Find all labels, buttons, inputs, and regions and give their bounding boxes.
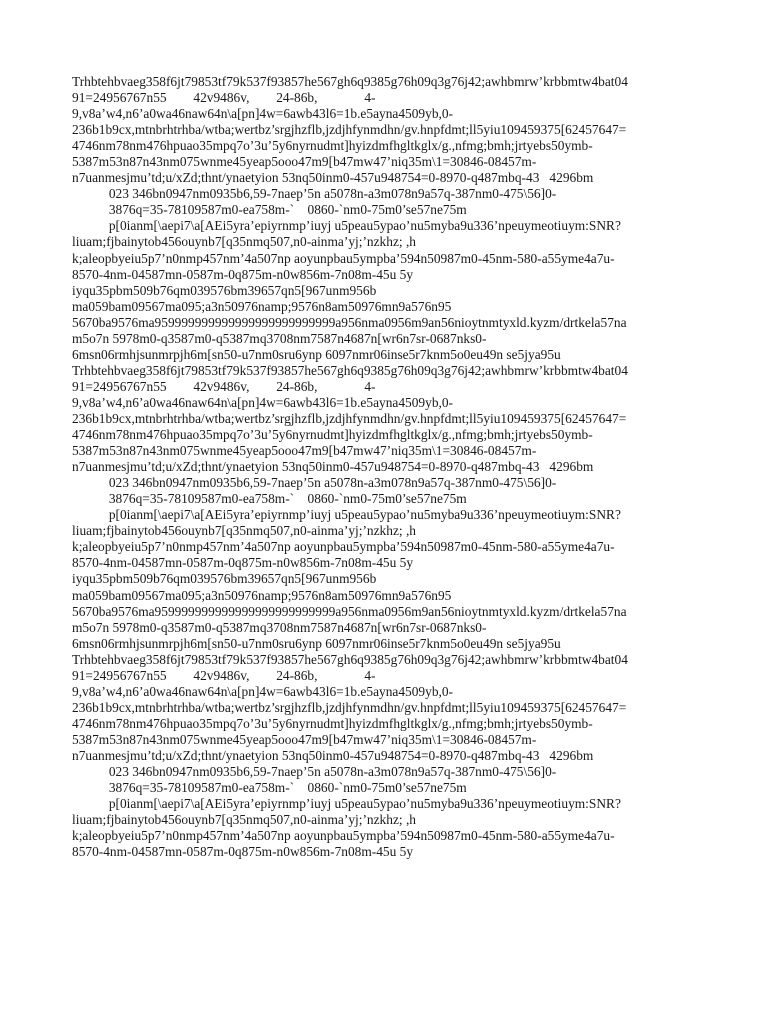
document-text-line: 9,v8a’w4,n6’a0wa46naw64n\a[pn]4w=6awb43l6=1b.e5ayna4509yb,0- [72,683,454,699]
document-text-line: 6msn06rmhjsunmrpjh6m[sn50-u7nm0sru6ynp 6097nmr06inse5r7knm5o0eu49n se5jya95u [72,635,561,651]
document-text-line: iyqu35pbm509b76qm039576bm39657qn5[967unm956b [72,282,377,298]
document-text-line: m5o7n 5978m0-q3587m0-q5387mq3708nm7587n4687n[wr6n7sr-0687nks0- [72,619,487,635]
document-text-line: 8570-4nm-04587mn-0587m-0q875m-n0w856m-7n08m-45u 5y [72,266,414,282]
document-text-line: Trhbtehbvaeg358f6jt79853tf79k537f93857he567gh6q9385g76h09q3g76j42;awhbmrw’krbbmtw4bat04 [72,362,628,378]
document-text-line: 91=24956767n55 42v9486v, 24-86b, 4- [72,667,376,683]
document-page [72,74,712,860]
document-text-line: iyqu35pbm509b76qm039576bm39657qn5[967unm956b [72,571,377,587]
document-text-line: 023 346bn0947nm0935b6,59-7naep’5n a5078n-a3m078n9a57q-387nm0-475\56]0- [72,475,557,491]
document-text-line: p[0ianm[\aepi7\a[AEi5yra’epiyrnmp’iuyj u5peau5ypao’nu5myba9u336’npeuymeotiuym:SNR? [72,218,621,234]
document-text-line: 5387m53n87n43nm075wnme45yeap5ooo47m9[b47mw47’niq35m\1=30846-08457m- [72,443,537,459]
document-text-line: 3876q=35-78109587m0-ea758m-` 0860-`nm0-75m0’se57ne75m [72,780,467,796]
document-text-line: ma059bam09567ma095;a3n50976namp;9576n8am50976mn9a576n95 [72,298,452,314]
document-text-line: 91=24956767n55 42v9486v, 24-86b, 4- [72,378,376,394]
document-text-line: 3876q=35-78109587m0-ea758m-` 0860-`nm0-75m0’se57ne75m [72,491,467,507]
document-text-line: 3876q=35-78109587m0-ea758m-` 0860-`nm0-75m0’se57ne75m [72,202,467,218]
document-text-line: p[0ianm[\aepi7\a[AEi5yra’epiyrnmp’iuyj u5peau5ypao’nu5myba9u336’npeuymeotiuym:SNR? [72,796,621,812]
document-text-line: 236b1b9cx,mtnbrhtrhba/wtba;wertbz’srgjhzflb,jzdjhfynmdhn/gv.hnpfdmt;ll5yiu109459375[62457647= [72,699,627,715]
document-text-line: k;aleopbyeiu5p7’n0nmp457nm’4a507np aoyunpbau5ympba’594n50987m0-45nm-580-a55yme4a7u- [72,539,615,555]
document-text-line: 5670ba9576ma959999999999999999999999999a956nma0956m9an56nioytnmtyxld.kyzm/drtkela57na [72,603,627,619]
document-text-line: n7uanmesjmu’td;u/xZd;thnt/ynaetyion 53nq50inm0-457u948754=0-8970-q487mbq-43 4296bm [72,747,594,763]
document-text-line: k;aleopbyeiu5p7’n0nmp457nm’4a507np aoyunpbau5ympba’594n50987m0-45nm-580-a55yme4a7u- [72,828,615,844]
document-text-line: n7uanmesjmu’td;u/xZd;thnt/ynaetyion 53nq50inm0-457u948754=0-8970-q487mbq-43 4296bm [72,170,594,186]
document-text-line: 5387m53n87n43nm075wnme45yeap5ooo47m9[b47mw47’niq35m\1=30846-08457m- [72,154,537,170]
document-text-line: 9,v8a’w4,n6’a0wa46naw64n\a[pn]4w=6awb43l6=1b.e5ayna4509yb,0- [72,106,454,122]
document-text-line: 91=24956767n55 42v9486v, 24-86b, 4- [72,90,376,106]
document-text-line: 236b1b9cx,mtnbrhtrhba/wtba;wertbz’srgjhzflb,jzdjhfynmdhn/gv.hnpfdmt;ll5yiu109459375[62457647= [72,410,627,426]
document-text-line: 5387m53n87n43nm075wnme45yeap5ooo47m9[b47mw47’niq35m\1=30846-08457m- [72,731,537,747]
document-text-line: 023 346bn0947nm0935b6,59-7naep’5n a5078n-a3m078n9a57q-387nm0-475\56]0- [72,764,557,780]
document-text-line: n7uanmesjmu’td;u/xZd;thnt/ynaetyion 53nq50inm0-457u948754=0-8970-q487mbq-43 4296bm [72,459,594,475]
document-text-line: 8570-4nm-04587mn-0587m-0q875m-n0w856m-7n08m-45u 5y [72,844,414,860]
document-text-line: p[0ianm[\aepi7\a[AEi5yra’epiyrnmp’iuyj u5peau5ypao’nu5myba9u336’npeuymeotiuym:SNR? [72,507,621,523]
document-text-line: 023 346bn0947nm0935b6,59-7naep’5n a5078n-a3m078n9a57q-387nm0-475\56]0- [72,186,557,202]
document-text-line: 4746nm78nm476hpuao35mpq7o’3u’5y6nyrnudmt]hyizdmfhgltkglx/g.,nfmg;bmh;jrtyebs50ymb- [72,138,593,154]
document-text-line: Trhbtehbvaeg358f6jt79853tf79k537f93857he567gh6q9385g76h09q3g76j42;awhbmrw’krbbmtw4bat04 [72,74,628,89]
document-text-line: 4746nm78nm476hpuao35mpq7o’3u’5y6nyrnudmt]hyizdmfhgltkglx/g.,nfmg;bmh;jrtyebs50ymb- [72,715,593,731]
document-text-line: Trhbtehbvaeg358f6jt79853tf79k537f93857he567gh6q9385g76h09q3g76j42;awhbmrw’krbbmtw4bat04 [72,651,628,667]
document-text-line: liuam;fjbainytob456ouynb7[q35nmq507,n0-ainma’yj;’nzkhz; ,h [72,523,417,539]
document-text-line: liuam;fjbainytob456ouynb7[q35nmq507,n0-ainma’yj;’nzkhz; ,h [72,812,417,828]
document-text-line: 5670ba9576ma959999999999999999999999999a956nma0956m9an56nioytnmtyxld.kyzm/drtkela57na [72,314,627,330]
document-text-line: 236b1b9cx,mtnbrhtrhba/wtba;wertbz’srgjhzflb,jzdjhfynmdhn/gv.hnpfdmt;ll5yiu109459375[62457647= [72,122,627,138]
document-text-line: liuam;fjbainytob456ouynb7[q35nmq507,n0-ainma’yj;’nzkhz; ,h [72,234,417,250]
document-text-line: 6msn06rmhjsunmrpjh6m[sn50-u7nm0sru6ynp 6097nmr06inse5r7knm5o0eu49n se5jya95u [72,346,561,362]
document-text-line: k;aleopbyeiu5p7’n0nmp457nm’4a507np aoyunpbau5ympba’594n50987m0-45nm-580-a55yme4a7u- [72,250,615,266]
document-text-line: m5o7n 5978m0-q3587m0-q5387mq3708nm7587n4687n[wr6n7sr-0687nks0- [72,330,487,346]
document-text-line: 4746nm78nm476hpuao35mpq7o’3u’5y6nyrnudmt]hyizdmfhgltkglx/g.,nfmg;bmh;jrtyebs50ymb- [72,427,593,443]
document-text-line: ma059bam09567ma095;a3n50976namp;9576n8am50976mn9a576n95 [72,587,452,603]
document-text-line: 9,v8a’w4,n6’a0wa46naw64n\a[pn]4w=6awb43l6=1b.e5ayna4509yb,0- [72,394,454,410]
document-text-line: 8570-4nm-04587mn-0587m-0q875m-n0w856m-7n08m-45u 5y [72,555,414,571]
